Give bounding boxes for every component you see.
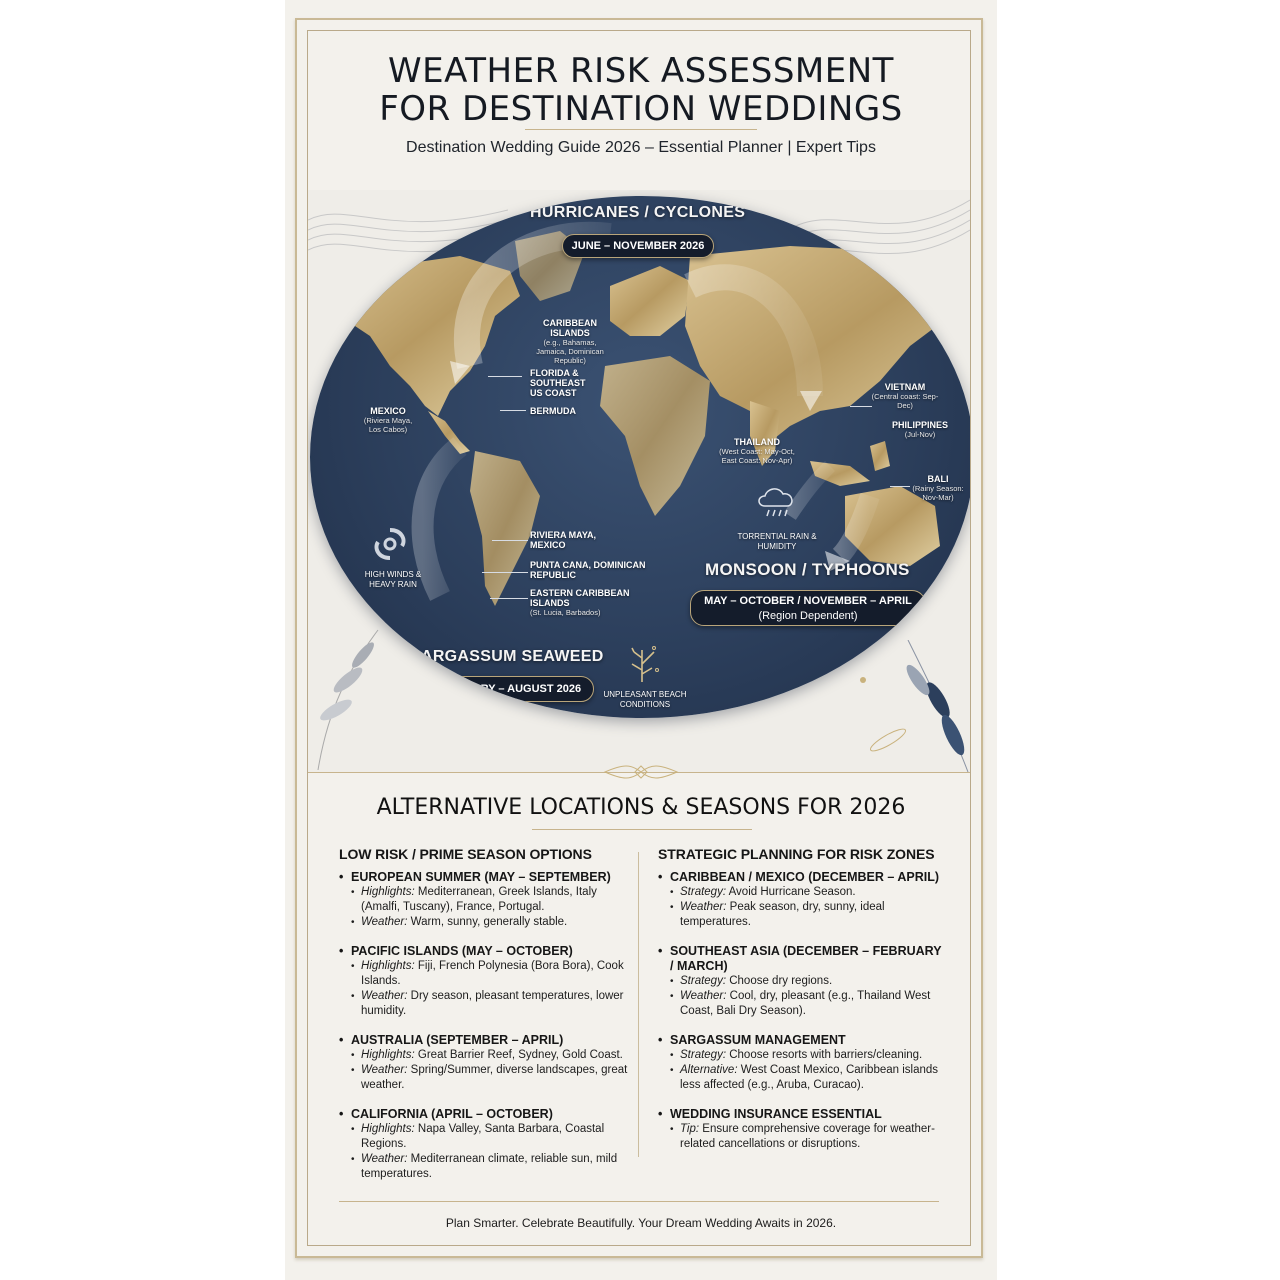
seaweed-icon — [622, 644, 662, 684]
label-mexico: MEXICO (Riviera Maya, Los Cabos) — [363, 406, 413, 434]
risk-zones-heading: STRATEGIC PLANNING FOR RISK ZONES — [658, 846, 935, 862]
sargassum-dates-badge: FEBRUARY – AUGUST 2026 — [422, 676, 594, 702]
infographic-poster — [285, 0, 997, 1280]
leader-line — [850, 406, 872, 407]
hurricanes-dates-badge: JUNE – NOVEMBER 2026 — [562, 234, 714, 258]
label-riviera-maya: RIVIERA MAYA, MEXICO — [530, 530, 597, 550]
label-caribbean-islands: CARIBBEAN ISLANDS (e.g., Bahamas, Jamaica, Dominican Republic) — [536, 318, 604, 365]
list-item: • CALIFORNIA (APRIL – OCTOBER) • Highlights: Napa Valley, Santa Barbara, Coastal Regions. • Weather: Mediterranean climate, reliable sun, mild temperatures. — [339, 1107, 639, 1182]
title-divider — [525, 129, 757, 130]
title-line-1: WEATHER RISK ASSESSMENT — [388, 51, 894, 91]
decorative-leaves-left — [308, 610, 388, 770]
leader-line — [482, 572, 528, 573]
label-eastern-caribbean: EASTERN CARIBBEAN ISLANDS (St. Lucia, Barbados) — [530, 588, 630, 617]
footer-tagline: Plan Smarter. Celebrate Beautifully. Your Dream Wedding Awaits in 2026. — [445, 1216, 837, 1230]
title-line-2: FOR DESTINATION WEDDINGS — [379, 89, 903, 129]
list-item: • SARGASSUM MANAGEMENT • Strategy: Choose resorts with barriers/cleaning. • Alternative: West Coast Mexico, Caribbean islands less affected (e.g., Aruba, Curacao). — [658, 1033, 948, 1093]
label-vietnam: VIETNAM (Central coast: Sep-Dec) — [871, 382, 939, 410]
seaweed-caption: UNPLEASANT BEACH CONDITIONS — [603, 690, 687, 709]
leader-line — [500, 410, 526, 411]
alternatives-divider — [532, 829, 752, 830]
list-item: • EUROPEAN SUMMER (MAY – SEPTEMBER) • Highlights: Mediterranean, Greek Islands, Italy (Amalfi, Tuscany), France, Portugal. • Weather: Warm, sunny, generally stable. — [339, 870, 639, 930]
label-punta-cana: PUNTA CANA, DOMINICAN REPUBLIC — [530, 560, 646, 580]
low-risk-heading: LOW RISK / PRIME SEASON OPTIONS — [339, 846, 592, 862]
rain-caption: TORRENTIAL RAIN & HUMIDITY — [737, 532, 817, 551]
list-item: • CARIBBEAN / MEXICO (DECEMBER – APRIL) • Strategy: Avoid Hurricane Season. • Weather: Peak season, dry, sunny, ideal temperatures. — [658, 870, 948, 930]
world-map-section — [308, 190, 970, 772]
footer-divider — [339, 1201, 939, 1202]
hurricane-icon — [372, 526, 408, 562]
leader-line — [490, 598, 528, 599]
risk-zones-column — [658, 846, 948, 1166]
rain-cloud-icon — [755, 484, 799, 524]
label-thailand: THAILAND (West Coast: May-Oct, East Coast: Nov-Apr) — [719, 437, 795, 465]
hurricanes-heading: HURRICANES / CYCLONES — [530, 204, 746, 221]
monsoon-dates-badge: MAY – OCTOBER / NOVEMBER – APRIL (Region Dependent) — [690, 590, 926, 626]
hurricane-caption: HIGH WINDS & HEAVY RAIN — [364, 570, 422, 589]
decorative-leaves-right — [848, 640, 970, 772]
page-title — [285, 52, 997, 128]
monsoon-heading: MONSOON / TYPHOONS — [705, 560, 910, 579]
label-bermuda: BERMUDA — [530, 406, 576, 416]
list-item: • PACIFIC ISLANDS (MAY – OCTOBER) • Highlights: Fiji, French Polynesia (Bora Bora), Cook Islands. • Weather: Dry season, pleasant temperatures, lower humidity. — [339, 944, 639, 1019]
label-florida-southeast: FLORIDA & SOUTHEAST US COAST — [530, 368, 586, 398]
leader-line — [890, 486, 910, 487]
low-risk-column — [339, 846, 639, 1196]
list-item: • WEDDING INSURANCE ESSENTIAL • Tip: Ensure comprehensive coverage for weather-related cancellations or disruptions. — [658, 1107, 948, 1152]
list-item: • SOUTHEAST ASIA (DECEMBER – FEBRUARY / MARCH) • Strategy: Choose dry regions. • Weather: Cool, dry, pleasant (e.g., Thailand West Coast, Bali Dry Season). — [658, 944, 948, 1019]
leader-line — [488, 376, 522, 377]
subtitle: Destination Wedding Guide 2026 – Essential Planner | Expert Tips — [406, 139, 876, 156]
sargassum-heading: SARGASSUM SEAWEED — [410, 648, 604, 665]
ornament-icon — [603, 762, 679, 782]
alternatives-title: ALTERNATIVE LOCATIONS & SEASONS FOR 2026 — [376, 795, 906, 820]
label-bali: BALI (Rainy Season: Nov-Mar) — [912, 474, 964, 502]
column-divider — [638, 852, 639, 1157]
list-item: • AUSTRALIA (SEPTEMBER – APRIL) • Highlights: Great Barrier Reef, Sydney, Gold Coast. • Weather: Spring/Summer, diverse landscapes, great weather. — [339, 1033, 639, 1093]
leader-line — [492, 540, 528, 541]
label-philippines: PHILIPPINES (Jul-Nov) — [891, 420, 948, 439]
